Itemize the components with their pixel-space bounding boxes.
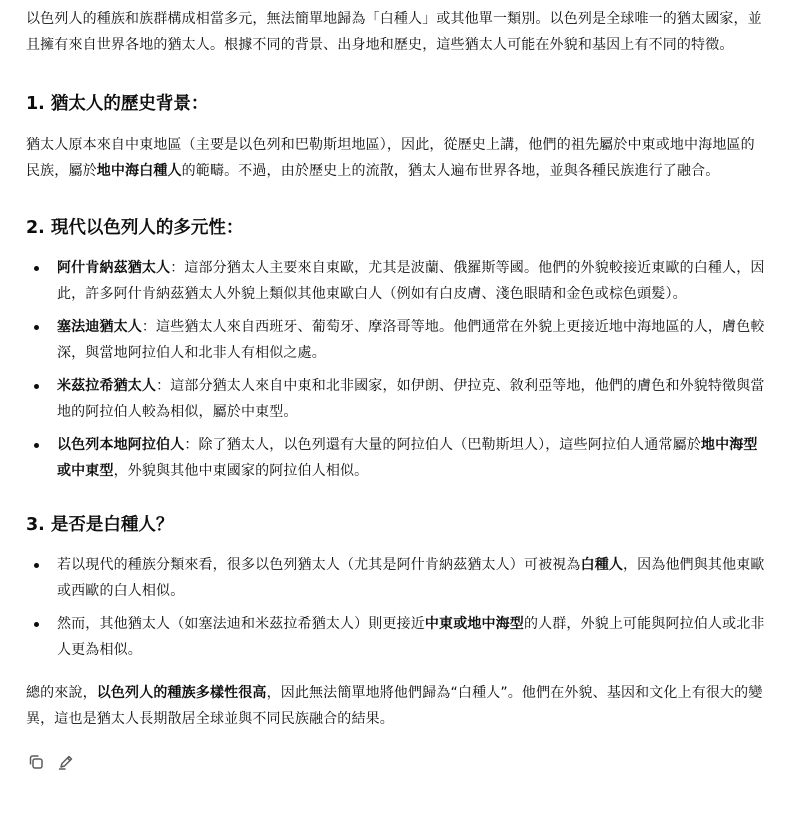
diversity-list xyxy=(26,255,765,484)
copy-button[interactable] xyxy=(26,752,46,772)
edit-pencil-icon xyxy=(57,753,75,771)
history-paragraph: 猶太人原本來自中東地區（主要是以色列和巴勒斯坦地區），因此，從歷史上講，他們的祖先屬於中東或地中海地區的民族，屬於地中海白種人的範疇。不過，由於歷史上的流散，猶太人遍布世界各地，並與各種民族進行了融合。 xyxy=(26,137,755,179)
section-heading-white: 3. 是否是白種人？ xyxy=(26,515,174,535)
intro-paragraph: 以色列人的種族和族群構成相當多元，無法簡單地歸為「白種人」或其他單一類別。以色列是全球唯一的猶太國家，並且擁有來自世界各地的猶太人。根據不同的背景、出身地和歷史，這些猶太人可能在外貌和基因上有不同的特徵。 xyxy=(26,11,762,53)
list-item: 若以現代的種族分類來看，很多以色列猶太人（尤其是阿什肯納茲猶太人）可被視為白種人，因為他們與其他東歐或西歐的白人相似。 xyxy=(26,552,765,604)
list-item: 以色列本地阿拉伯人：除了猶太人，以色列還有大量的阿拉伯人（巴勒斯坦人），這些阿拉伯人通常屬於地中海型或中東型，外貌與其他中東國家的阿拉伯人相似。 xyxy=(26,432,765,484)
list-item: 塞法迪猶太人：這些猶太人來自西班牙、葡萄牙、摩洛哥等地。他們通常在外貌上更接近地中海地區的人，膚色較深，與當地阿拉伯人和北非人有相似之處。 xyxy=(26,314,765,366)
section-heading-history: 1. 猶太人的歷史背景： xyxy=(26,94,209,114)
list-item: 米茲拉希猶太人：這部分猶太人來自中東和北非國家，如伊朗、伊拉克、敘利亞等地，他們的膚色和外貌特徵與當地的阿拉伯人較為相似，屬於中東型。 xyxy=(26,373,765,425)
list-item: 然而，其他猶太人（如塞法迪和米茲拉希猶太人）則更接近中東或地中海型的人群，外貌上可能與阿拉伯人或北非人更為相似。 xyxy=(26,611,765,663)
white-question-list xyxy=(26,552,765,663)
list-item: 阿什肯納茲猶太人：這部分猶太人主要來自東歐，尤其是波蘭、俄羅斯等國。他們的外貌較接近東歐的白種人，因此，許多阿什肯納茲猶太人外貌上類似其他東歐白人（例如有白皮膚、淺色眼睛和金色或棕色頭髮）。 xyxy=(26,255,765,307)
conclusion-paragraph: 總的來說，以色列人的種族多樣性很高，因此無法簡單地將他們歸為“白種人”。他們在外貌、基因和文化上有很大的變異，這也是猶太人長期散居全球並與不同民族融合的結果。 xyxy=(26,685,763,727)
section-heading-diversity: 2. 現代以色列人的多元性： xyxy=(26,218,244,238)
copy-icon xyxy=(27,753,45,771)
message-actions xyxy=(26,752,765,772)
edit-button[interactable] xyxy=(56,752,76,772)
